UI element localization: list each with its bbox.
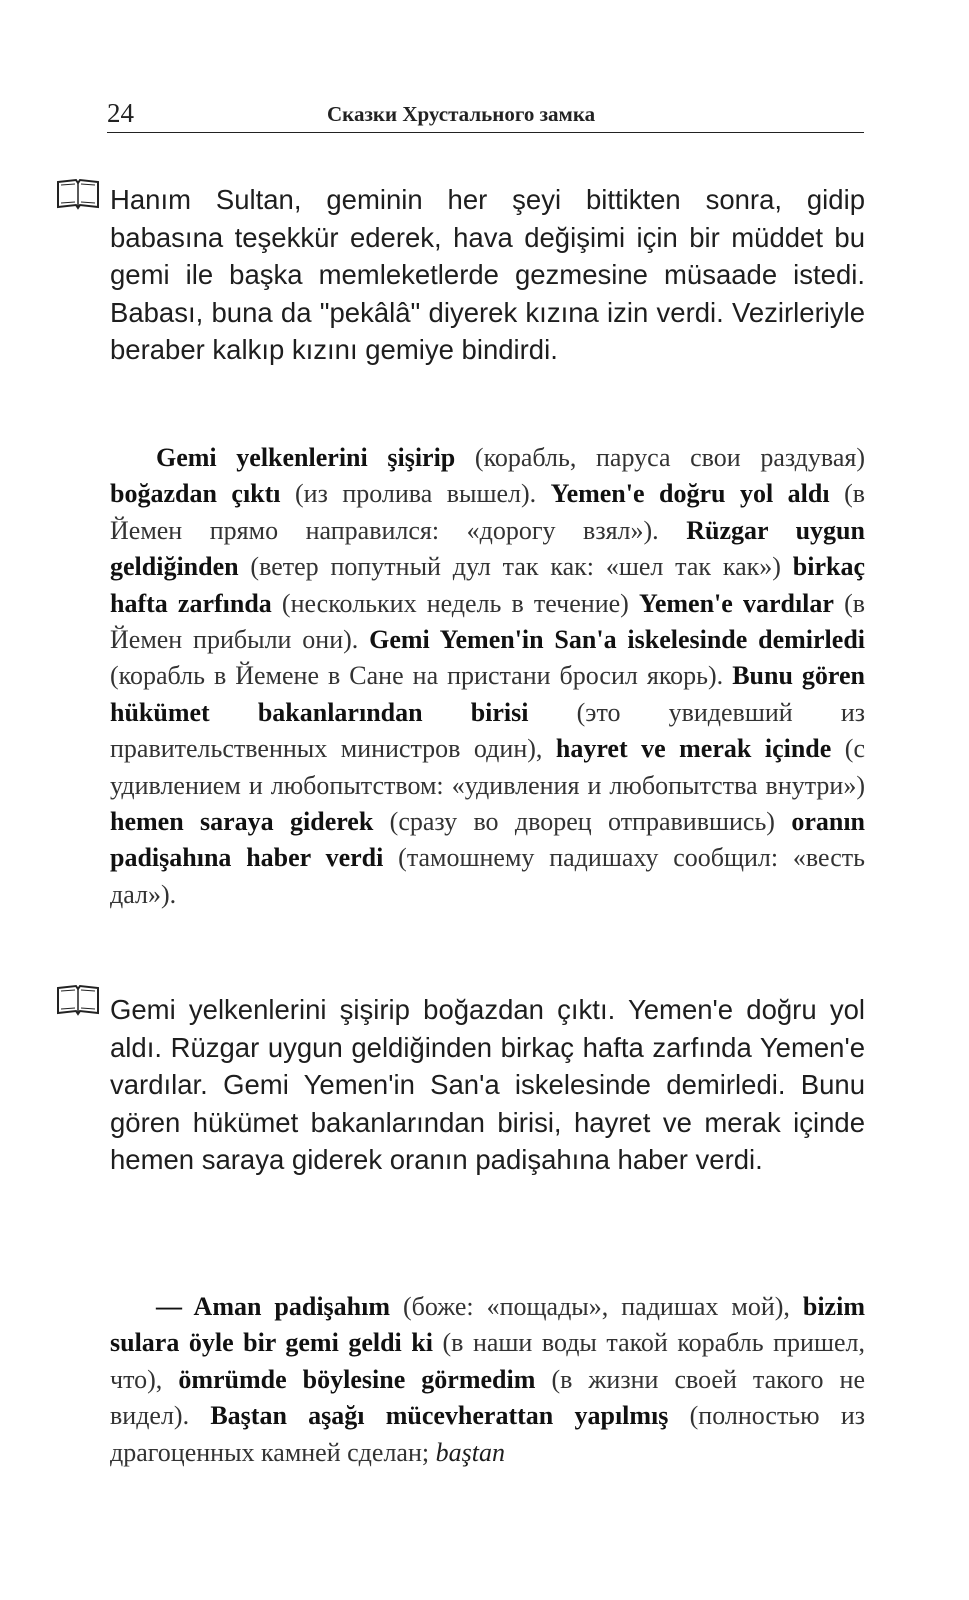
- russian-gloss: (нескольких недель в течение): [271, 588, 639, 618]
- bilingual-paragraph-2: [110, 1289, 865, 1471]
- russian-gloss: (ветер попутный дул так как: «шел так как»): [238, 552, 793, 582]
- russian-gloss: (в Йемен прямо направился: «дорогу взял»).: [110, 479, 865, 545]
- running-header: [107, 92, 864, 133]
- open-book-icon: [56, 178, 100, 210]
- russian-gloss: (сразу во дворец отправившись): [373, 807, 792, 837]
- russian-gloss: (корабль, паруса свои раздувая): [455, 443, 865, 472]
- turkish-phrase: oranın padişahına haber verdi: [110, 807, 865, 873]
- turkish-phrase: Yemen'e doğru yol aldı: [550, 479, 830, 509]
- turkish-phrase: ömrümde böylesine görmedim: [178, 1364, 536, 1394]
- turkish-phrase: hayret ve merak içinde: [555, 734, 832, 764]
- russian-gloss: (с удивлением и любопытством: «удивления и любопытства внутри»): [110, 734, 865, 800]
- bilingual-paragraph-1: [110, 440, 865, 913]
- russian-gloss: (в наши воды такой корабль пришел, что),: [110, 1328, 865, 1394]
- open-book-icon: [56, 984, 100, 1016]
- turkish-phrase: bizim sulara öyle bir gemi geldi ki: [110, 1292, 865, 1358]
- russian-gloss: (в жизни своей такого не видел).: [110, 1364, 865, 1431]
- russian-gloss: (это увидевший из правительственных министров один),: [110, 697, 865, 764]
- turkish-phrase: Baştan aşağı mücevherattan yapılmış: [210, 1401, 669, 1431]
- russian-gloss: (тамошнему падишаху сообщил: «весть дал»).: [110, 843, 866, 909]
- turkish-phrase: Bunu gören hükümet bakanlarından birisi: [110, 661, 865, 727]
- turkish-phrase: Gemi Yemen'in San'a iskelesinde demirledi: [369, 625, 866, 655]
- italic-phrase: baştan: [435, 1437, 505, 1467]
- russian-gloss: (из пролива вышел).: [280, 479, 551, 509]
- turkish-phrase: Rüzgar uygun geldiğinden: [110, 515, 865, 582]
- turkish-phrase: Gemi yelkenlerini şişirip: [156, 443, 456, 472]
- russian-gloss: (корабль в Йемене в Сане на пристани бросил якорь).: [110, 661, 733, 691]
- page-number: 24: [107, 98, 134, 128]
- turkish-paragraph-2: Gemi yelkenlerini şişirip boğazdan çıktı. Yemen'e doğru yol aldı. Rüzgar uygun geldiğinden birkaç hafta zarfında Yemen'e vardılar. Gemi Yemen'in San'a iskelesinde demirledi. Bunu gören hükümet bakanlarından birisi, hayret ve merak içinde hemen saraya giderek oranın padişahına haber verdi.: [110, 994, 865, 1175]
- turkish-phrase: Yemen'e vardılar: [638, 588, 834, 618]
- turkish-phrase: — Aman padişahım: [156, 1292, 391, 1321]
- running-title: Сказки Хрустального замка: [327, 102, 596, 126]
- turkish-phrase: birkaç hafta zarfında: [110, 552, 865, 618]
- turkish-phrase: hemen saraya giderek: [110, 807, 374, 837]
- russian-gloss: (в Йемен прибыли они).: [110, 588, 865, 655]
- russian-gloss: (боже: «пощады», падишах мой),: [390, 1292, 803, 1321]
- turkish-phrase: boğazdan çıktı: [110, 479, 281, 509]
- turkish-paragraph-1: Hanım Sultan, geminin her şeyi bittikten sonra, gidip babasına teşekkür ederek, hava değişimi için bir müddet bu gemi ile başka memleketlerde gezmesine müsaade istedi. Babası, buna da "pekâlâ" diyerek kızına izin verdi. Vezirleriyle beraber kalkıp kızını gemiye bindirdi.: [110, 184, 865, 365]
- russian-gloss: (полностью из драгоценных камней сделан;: [110, 1401, 866, 1467]
